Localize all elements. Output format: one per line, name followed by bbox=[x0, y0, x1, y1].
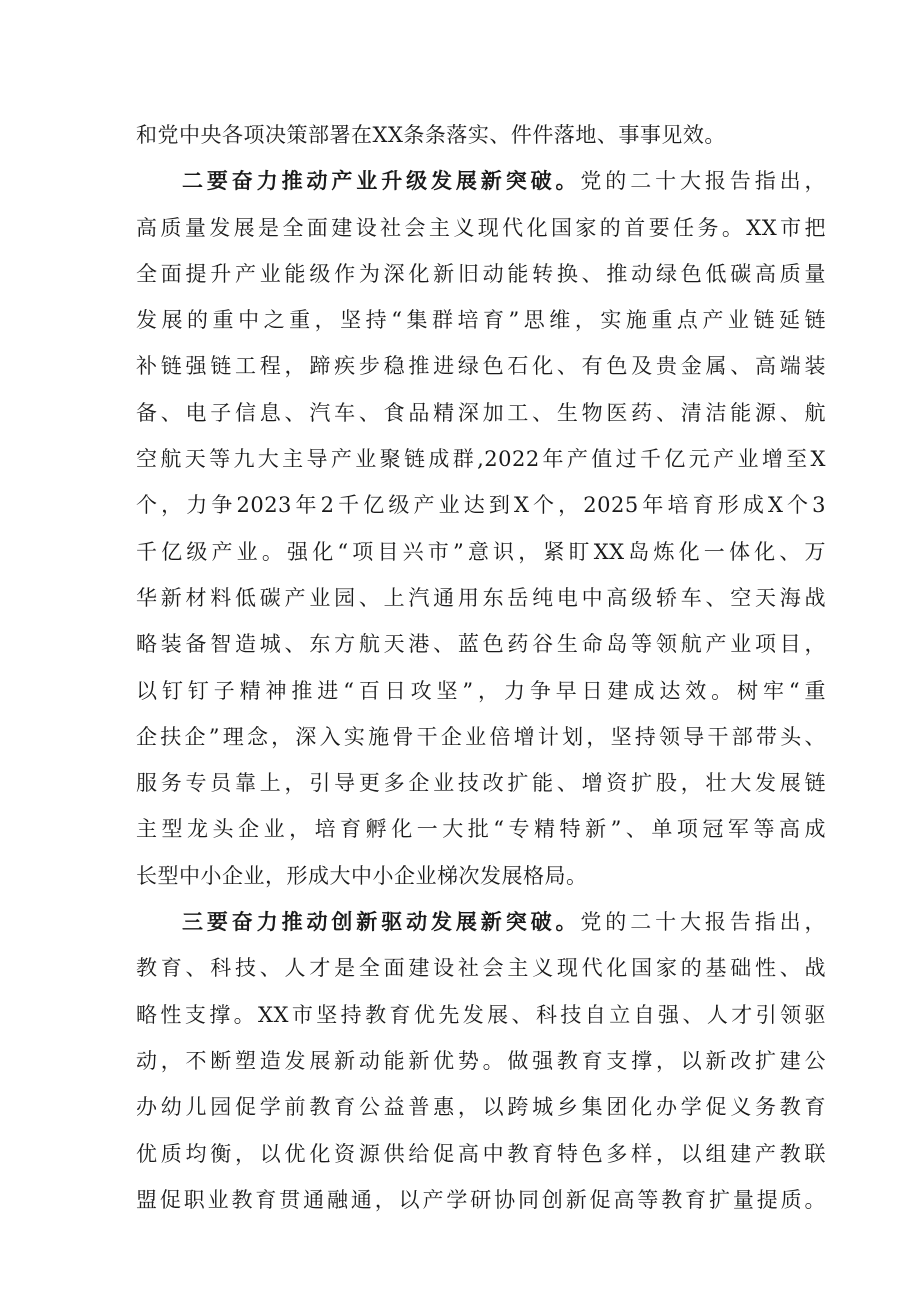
text-line bbox=[136, 621, 826, 667]
text-line bbox=[136, 668, 826, 714]
body-text: 略性支撑。XX市坚持教育优先发展、科技自立自强、人才引领驱 bbox=[136, 1002, 826, 1027]
body-text: 补链强链工程，蹄疾步稳推进绿色石化、有色及贵金属、高端装 bbox=[136, 354, 826, 379]
text-line bbox=[136, 251, 826, 297]
body-text: 全面提升产业能级作为深化新旧动能转换、推动绿色低碳高质量 bbox=[136, 261, 826, 286]
body-text: 以钉钉子精神推进“百日攻坚”，力争早日建成达效。树牢“重 bbox=[136, 678, 826, 703]
text-line bbox=[136, 1177, 826, 1223]
text-line bbox=[136, 714, 826, 760]
body-text: 长型中小企业，形成大中小企业梯次发展格局。 bbox=[136, 863, 588, 888]
body-text: 和党中央各项决策部署在XX条条落实、件件落地、事事见效。 bbox=[136, 123, 726, 147]
body-text: 党的二十大报告指出， bbox=[580, 169, 827, 194]
body-text: 个，力争2023年2千亿级产业达到X个，2025年培育形成X个3 bbox=[136, 493, 826, 518]
body-text: 空航天等九大主导产业聚链成群,2022年产值过千亿元产业增至X bbox=[136, 447, 826, 472]
body-text: 千亿级产业。强化“项目兴市”意识，紧盯XX岛炼化一体化、万 bbox=[136, 539, 826, 564]
text-line bbox=[136, 853, 826, 899]
body-text: 动，不断塑造发展新动能新优势。做强教育支撑，以新改扩建公 bbox=[136, 1048, 826, 1073]
text-line bbox=[136, 1084, 826, 1130]
body-text: 主型龙头企业，培育孵化一大批“专精特新”、单项冠军等高成 bbox=[136, 817, 826, 842]
text-line bbox=[136, 806, 826, 852]
body-text: 教育、科技、人才是全面建设社会主义现代化国家的基础性、战 bbox=[136, 956, 826, 981]
section-heading: 二要奋力推动产业升级发展新突破。 bbox=[182, 169, 581, 194]
body-text: 党的二十大报告指出， bbox=[580, 910, 827, 935]
text-line bbox=[136, 436, 826, 482]
body-text: 盟促职业教育贯通融通，以产学研协同创新促高等教育扩量提质。 bbox=[136, 1187, 826, 1212]
section-heading: 三要奋力推动创新驱动发展新突破。 bbox=[182, 910, 581, 935]
text-line bbox=[136, 112, 826, 158]
body-text: 发展的重中之重，坚持“集群培育”思维，实施重点产业链延链 bbox=[136, 308, 826, 333]
text-line bbox=[136, 390, 826, 436]
body-text: 服务专员靠上，引导更多企业技改扩能、增资扩股，壮大发展链 bbox=[136, 771, 826, 796]
text-line bbox=[136, 1131, 826, 1177]
body-text: 高质量发展是全面建设社会主义现代化国家的首要任务。XX市把 bbox=[136, 215, 826, 240]
text-line bbox=[136, 482, 826, 528]
text-line bbox=[136, 205, 826, 251]
text-line bbox=[136, 945, 826, 991]
body-text: 华新材料低碳产业园、上汽通用东岳纯电中高级轿车、空天海战 bbox=[136, 585, 826, 610]
paragraph-first-line bbox=[136, 158, 826, 204]
body-text: 企扶企”理念，深入实施骨干企业倍增计划，坚持领导干部带头、 bbox=[136, 724, 826, 749]
text-line bbox=[136, 343, 826, 389]
document-page bbox=[136, 112, 826, 1223]
text-line bbox=[136, 1038, 826, 1084]
text-line bbox=[136, 992, 826, 1038]
body-text: 优质均衡，以优化资源供给促高中教育特色多样，以组建产教联 bbox=[136, 1141, 826, 1166]
body-text: 办幼儿园促学前教育公益普惠，以跨城乡集团化办学促义务教育 bbox=[136, 1095, 826, 1120]
text-line bbox=[136, 529, 826, 575]
text-line bbox=[136, 297, 826, 343]
text-line bbox=[136, 760, 826, 806]
body-text: 备、电子信息、汽车、食品精深加工、生物医药、清洁能源、航 bbox=[136, 400, 826, 425]
body-text: 略装备智造城、东方航天港、蓝色药谷生命岛等领航产业项目， bbox=[136, 632, 826, 657]
text-line bbox=[136, 575, 826, 621]
paragraph-first-line bbox=[136, 899, 826, 945]
